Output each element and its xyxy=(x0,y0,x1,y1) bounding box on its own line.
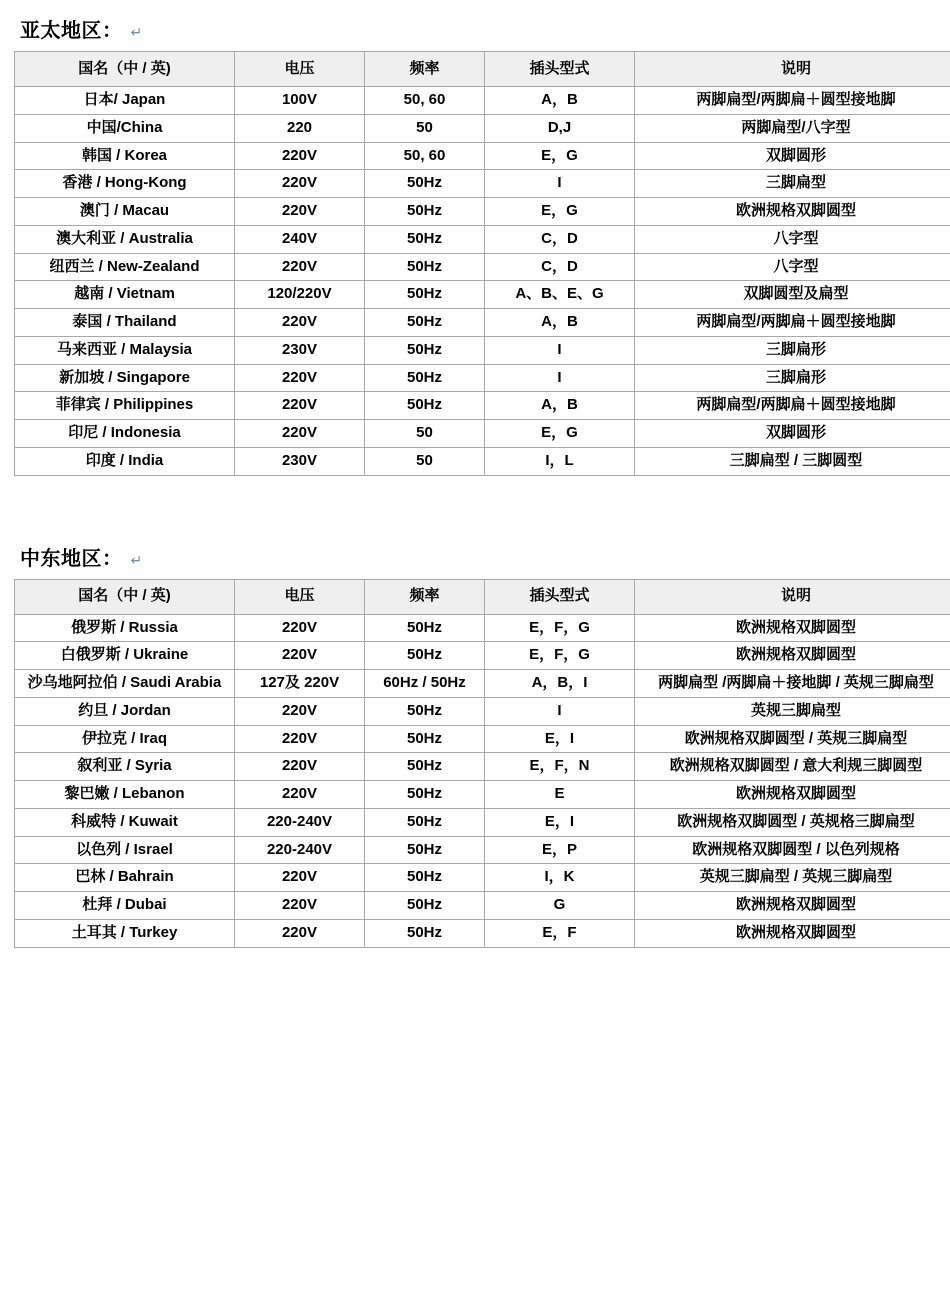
cell-country: 马来西亚 / Malaysia xyxy=(15,336,235,364)
cell-country: 印度 / India xyxy=(15,447,235,475)
cell-plug-type: E，I xyxy=(485,808,635,836)
table-body xyxy=(15,87,950,476)
cell-voltage: 220V xyxy=(235,253,365,281)
cell-country: 印尼 / Indonesia xyxy=(15,420,235,448)
table-row xyxy=(15,642,950,670)
cell-description: 八字型 xyxy=(635,225,950,253)
cell-frequency: 50Hz xyxy=(365,170,485,198)
cell-country: 叙利亚 / Syria xyxy=(15,753,235,781)
cell-frequency: 50Hz xyxy=(365,808,485,836)
cell-description: 三脚扁形 xyxy=(635,364,950,392)
cell-frequency: 50Hz xyxy=(365,198,485,226)
cell-frequency: 50Hz xyxy=(365,725,485,753)
column-header-voltage: 电压 xyxy=(235,52,365,87)
cell-frequency: 50Hz xyxy=(365,697,485,725)
cell-frequency: 50Hz xyxy=(365,753,485,781)
table-header-row xyxy=(15,579,950,614)
cell-plug-type: E，G xyxy=(485,420,635,448)
cell-frequency: 60Hz / 50Hz xyxy=(365,670,485,698)
cell-plug-type: E，F，G xyxy=(485,642,635,670)
cell-description: 英规三脚扁型 / 英规三脚扁型 xyxy=(635,864,950,892)
cell-description: 欧洲规格双脚圆型 / 意大利规三脚圆型 xyxy=(635,753,950,781)
cell-voltage: 240V xyxy=(235,225,365,253)
section-asia-pacific xyxy=(14,10,936,476)
cell-voltage: 220V xyxy=(235,170,365,198)
cell-plug-type: A，B xyxy=(485,392,635,420)
cell-voltage: 230V xyxy=(235,447,365,475)
cell-plug-type: E，F，N xyxy=(485,753,635,781)
cell-plug-type: A，B xyxy=(485,309,635,337)
cell-description: 三脚扁形 xyxy=(635,336,950,364)
cell-description: 两脚扁型/两脚扁＋圆型接地脚 xyxy=(635,87,950,115)
cell-frequency: 50Hz xyxy=(365,225,485,253)
section-title xyxy=(14,10,936,51)
table-row xyxy=(15,225,950,253)
cell-voltage: 220V xyxy=(235,892,365,920)
cell-frequency: 50Hz xyxy=(365,642,485,670)
table-row xyxy=(15,142,950,170)
table-row xyxy=(15,336,950,364)
cell-voltage: 220V xyxy=(235,919,365,947)
cell-plug-type: I，L xyxy=(485,447,635,475)
cell-frequency: 50Hz xyxy=(365,919,485,947)
column-header-voltage: 电压 xyxy=(235,579,365,614)
section-title-text: 中东地区： xyxy=(20,547,123,570)
cell-country: 香港 / Hong-Kong xyxy=(15,170,235,198)
section-title xyxy=(14,538,936,579)
cell-description: 两脚扁型/八字型 xyxy=(635,114,950,142)
cell-plug-type: A，B xyxy=(485,87,635,115)
cell-description: 双脚圆形 xyxy=(635,142,950,170)
table-row xyxy=(15,253,950,281)
cell-frequency: 50Hz xyxy=(365,253,485,281)
cell-frequency: 50Hz xyxy=(365,614,485,642)
column-header-description: 说明 xyxy=(635,579,950,614)
pilcrow-mark: ↵ xyxy=(130,551,143,568)
cell-voltage: 220V xyxy=(235,364,365,392)
cell-plug-type: E xyxy=(485,781,635,809)
cell-description: 欧洲规格双脚圆型 / 英规三脚扁型 xyxy=(635,725,950,753)
cell-country: 黎巴嫩 / Lebanon xyxy=(15,781,235,809)
cell-country: 澳大利亚 / Australia xyxy=(15,225,235,253)
cell-description: 欧洲规格双脚圆型 xyxy=(635,781,950,809)
column-header-country: 国名（中 / 英) xyxy=(15,579,235,614)
cell-voltage: 230V xyxy=(235,336,365,364)
cell-country: 以色列 / Israel xyxy=(15,836,235,864)
cell-voltage: 127及 220V xyxy=(235,670,365,698)
cell-frequency: 50, 60 xyxy=(365,87,485,115)
cell-country: 白俄罗斯 / Ukraine xyxy=(15,642,235,670)
cell-country: 伊拉克 / Iraq xyxy=(15,725,235,753)
table-row xyxy=(15,614,950,642)
table-row xyxy=(15,808,950,836)
pilcrow-mark: ↵ xyxy=(130,24,143,40)
cell-country: 新加坡 / Singapore xyxy=(15,364,235,392)
column-header-plug-type: 插头型式 xyxy=(485,52,635,87)
cell-frequency: 50 xyxy=(365,114,485,142)
cell-frequency: 50Hz xyxy=(365,392,485,420)
cell-voltage: 220V xyxy=(235,864,365,892)
cell-plug-type: A、B、E、G xyxy=(485,281,635,309)
cell-description: 英规三脚扁型 xyxy=(635,697,950,725)
cell-plug-type: D,J xyxy=(485,114,635,142)
cell-frequency: 50, 60 xyxy=(365,142,485,170)
cell-description: 欧洲规格双脚圆型 xyxy=(635,642,950,670)
cell-description: 欧洲规格双脚圆型 xyxy=(635,614,950,642)
cell-country: 约旦 / Jordan xyxy=(15,697,235,725)
table-row xyxy=(15,447,950,475)
cell-voltage: 220V xyxy=(235,725,365,753)
cell-description: 欧洲规格双脚圆型 / 以色列规格 xyxy=(635,836,950,864)
cell-voltage: 220-240V xyxy=(235,808,365,836)
table-row xyxy=(15,309,950,337)
cell-country: 土耳其 / Turkey xyxy=(15,919,235,947)
cell-plug-type: E，I xyxy=(485,725,635,753)
cell-voltage: 220V xyxy=(235,309,365,337)
cell-country: 菲律宾 / Philippines xyxy=(15,392,235,420)
cell-voltage: 220V xyxy=(235,642,365,670)
table-row xyxy=(15,836,950,864)
cell-voltage: 220-240V xyxy=(235,836,365,864)
cell-voltage: 220V xyxy=(235,392,365,420)
cell-plug-type: I xyxy=(485,364,635,392)
cell-description: 双脚圆形 xyxy=(635,420,950,448)
cell-description: 三脚扁型 / 三脚圆型 xyxy=(635,447,950,475)
cell-frequency: 50Hz xyxy=(365,281,485,309)
cell-voltage: 220V xyxy=(235,753,365,781)
cell-country: 越南 / Vietnam xyxy=(15,281,235,309)
cell-frequency: 50Hz xyxy=(365,336,485,364)
table-row xyxy=(15,170,950,198)
cell-frequency: 50Hz xyxy=(365,864,485,892)
table-row xyxy=(15,725,950,753)
section-title-text: 亚太地区： xyxy=(20,20,123,42)
cell-voltage: 220V xyxy=(235,142,365,170)
cell-country: 中国/China xyxy=(15,114,235,142)
cell-description: 八字型 xyxy=(635,253,950,281)
cell-voltage: 220V xyxy=(235,420,365,448)
cell-description: 两脚扁型 /两脚扁＋接地脚 / 英规三脚扁型 xyxy=(635,670,950,698)
cell-plug-type: C，D xyxy=(485,253,635,281)
table-asia-pacific xyxy=(14,51,950,476)
section-gap xyxy=(14,482,936,538)
cell-description: 欧洲规格双脚圆型 xyxy=(635,919,950,947)
table-header-row xyxy=(15,52,950,87)
cell-plug-type: I，K xyxy=(485,864,635,892)
column-header-description: 说明 xyxy=(635,52,950,87)
cell-plug-type: E，G xyxy=(485,198,635,226)
cell-country: 纽西兰 / New-Zealand xyxy=(15,253,235,281)
table-middle-east xyxy=(14,579,950,948)
table-row xyxy=(15,753,950,781)
table-row xyxy=(15,392,950,420)
cell-country: 科威特 / Kuwait xyxy=(15,808,235,836)
table-body xyxy=(15,614,950,947)
cell-plug-type: E，F，G xyxy=(485,614,635,642)
cell-country: 日本/ Japan xyxy=(15,87,235,115)
cell-voltage: 220V xyxy=(235,198,365,226)
cell-plug-type: E，G xyxy=(485,142,635,170)
cell-plug-type: A，B，I xyxy=(485,670,635,698)
table-row xyxy=(15,420,950,448)
table-row xyxy=(15,87,950,115)
cell-country: 韩国 / Korea xyxy=(15,142,235,170)
cell-country: 巴林 / Bahrain xyxy=(15,864,235,892)
cell-country: 俄罗斯 / Russia xyxy=(15,614,235,642)
cell-frequency: 50Hz xyxy=(365,781,485,809)
cell-voltage: 100V xyxy=(235,87,365,115)
table-row xyxy=(15,781,950,809)
cell-plug-type: E，F xyxy=(485,919,635,947)
cell-plug-type: G xyxy=(485,892,635,920)
cell-frequency: 50Hz xyxy=(365,364,485,392)
table-row xyxy=(15,198,950,226)
table-row xyxy=(15,919,950,947)
cell-plug-type: C，D xyxy=(485,225,635,253)
table-row xyxy=(15,364,950,392)
cell-description: 两脚扁型/两脚扁＋圆型接地脚 xyxy=(635,392,950,420)
table-row xyxy=(15,670,950,698)
cell-voltage: 220V xyxy=(235,781,365,809)
table-row xyxy=(15,697,950,725)
cell-plug-type: E，P xyxy=(485,836,635,864)
table-row xyxy=(15,281,950,309)
column-header-country: 国名（中 / 英) xyxy=(15,52,235,87)
cell-country: 澳门 / Macau xyxy=(15,198,235,226)
cell-frequency: 50Hz xyxy=(365,836,485,864)
cell-country: 泰国 / Thailand xyxy=(15,309,235,337)
cell-plug-type: I xyxy=(485,170,635,198)
cell-description: 两脚扁型/两脚扁＋圆型接地脚 xyxy=(635,309,950,337)
cell-voltage: 220V xyxy=(235,614,365,642)
column-header-plug-type: 插头型式 xyxy=(485,579,635,614)
cell-frequency: 50 xyxy=(365,447,485,475)
table-row xyxy=(15,864,950,892)
cell-description: 双脚圆型及扁型 xyxy=(635,281,950,309)
cell-voltage: 120/220V xyxy=(235,281,365,309)
cell-voltage: 220V xyxy=(235,697,365,725)
column-header-frequency: 频率 xyxy=(365,52,485,87)
cell-frequency: 50 xyxy=(365,420,485,448)
table-row xyxy=(15,892,950,920)
table-row xyxy=(15,114,950,142)
cell-description: 欧洲规格双脚圆型 xyxy=(635,198,950,226)
cell-plug-type: I xyxy=(485,697,635,725)
section-middle-east xyxy=(14,538,936,948)
cell-country: 杜拜 / Dubai xyxy=(15,892,235,920)
cell-voltage: 220 xyxy=(235,114,365,142)
cell-plug-type: I xyxy=(485,336,635,364)
cell-frequency: 50Hz xyxy=(365,309,485,337)
cell-description: 欧洲规格双脚圆型 / 英规格三脚扁型 xyxy=(635,808,950,836)
cell-frequency: 50Hz xyxy=(365,892,485,920)
cell-description: 三脚扁型 xyxy=(635,170,950,198)
column-header-frequency: 频率 xyxy=(365,579,485,614)
cell-country: 沙乌地阿拉伯 / Saudi Arabia xyxy=(15,670,235,698)
cell-description: 欧洲规格双脚圆型 xyxy=(635,892,950,920)
